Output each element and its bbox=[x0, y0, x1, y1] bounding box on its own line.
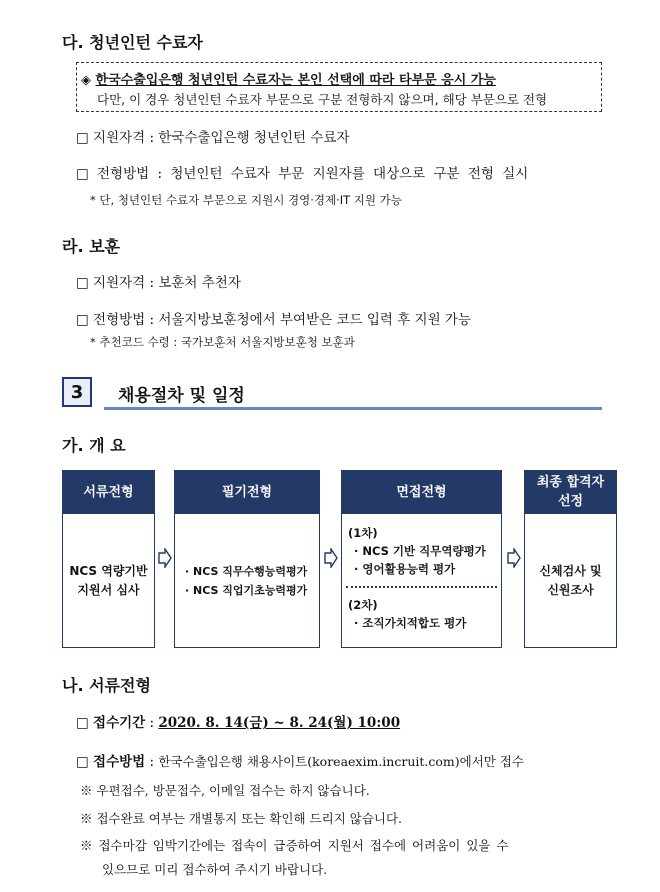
flow-step-written-head: 필기전형 bbox=[174, 470, 320, 514]
round-label: (1차) bbox=[348, 526, 378, 540]
flow-step-document-head: 서류전형 bbox=[62, 470, 155, 514]
veteran-method: □ 전형방법 : 서울지방보훈청에서 부여받은 코드 입력 후 지원 가능 bbox=[76, 312, 471, 328]
arrow-right-icon bbox=[158, 548, 172, 568]
intern-qualification: □ 지원자격 : 한국수출입은행 청년인턴 수료자 bbox=[76, 130, 350, 146]
flow-head-text: 선정 bbox=[557, 494, 584, 509]
period-value: 2020. 8. 14(금) ~ 8. 24(월) 10:00 bbox=[158, 715, 401, 731]
flow-text: 신체검사 및 bbox=[539, 563, 602, 578]
screening-note: ※ 접수완료 여부는 개별통지 또는 확인해 드리지 않습니다. bbox=[80, 811, 403, 826]
flow-step-interview-head: 면접전형 bbox=[341, 470, 502, 514]
arrow-right-icon bbox=[507, 548, 521, 568]
flow-step-final-head bbox=[524, 470, 617, 514]
section-title-veteran: 라. 보훈 bbox=[62, 237, 121, 256]
round-divider bbox=[346, 586, 497, 588]
flow-text: 신원조사 bbox=[547, 582, 594, 597]
screening-note-continued: 있으므로 미리 접수하여 주시기 바랍니다. bbox=[102, 862, 328, 877]
flow-text: · NCS 직무수행능력평가 bbox=[185, 564, 308, 578]
arrow-right-icon bbox=[324, 548, 338, 568]
interview-round-1 bbox=[348, 524, 486, 578]
method-label: 접수방법 bbox=[93, 754, 146, 770]
application-method: □ 접수방법 : 한국수출입은행 채용사이트(koreaexim.incruit.com)에서만 접수 bbox=[76, 754, 524, 770]
intern-note: * 단, 청년인턴 수료자 부문으로 지원시 경영·경제·IT 지원 가능 bbox=[90, 193, 402, 207]
flow-step-written bbox=[174, 470, 320, 648]
screening-note: ※ 우편접수, 방문접수, 이메일 접수는 하지 않습니다. bbox=[80, 783, 370, 798]
section-title-document-screening: 나. 서류전형 bbox=[62, 676, 151, 695]
flow-step-document bbox=[62, 470, 155, 648]
flow-text: 지원서 심사 bbox=[77, 582, 140, 597]
diamond-bullet-icon: ◈ bbox=[81, 73, 91, 88]
section-title-intern: 다. 청년인턴 수료자 bbox=[62, 33, 203, 52]
flow-step-document-body bbox=[62, 514, 155, 648]
notice-box bbox=[76, 62, 602, 112]
flow-text: NCS 역량기반 bbox=[69, 563, 148, 578]
veteran-qualification: □ 지원자격 : 보훈처 추천자 bbox=[76, 275, 241, 291]
flow-text: · 영어활용능력 평가 bbox=[354, 562, 456, 576]
flow-text: · NCS 기반 직무역량평가 bbox=[354, 544, 486, 558]
flow-step-written-body bbox=[174, 514, 320, 648]
flow-head-text: 최종 합격자 bbox=[536, 475, 605, 490]
flow-step-interview bbox=[341, 470, 502, 648]
notice-line-1: ◈ 한국수출입은행 청년인턴 수료자는 본인 선택에 따라 타부문 응시 가능 bbox=[81, 73, 496, 88]
section-title-procedure: 채용절차 및 일정 bbox=[118, 386, 245, 406]
interview-round-2 bbox=[348, 596, 466, 632]
notice-line-2: 다만, 이 경우 청년인턴 수료자 부문으로 구분 전형하지 않으며, 해당 부문으로 전형 bbox=[97, 92, 548, 107]
section-number: 3 bbox=[62, 377, 92, 407]
section-rule bbox=[104, 407, 602, 410]
veteran-note: * 추천코드 수령 : 국가보훈처 서울지방보훈청 보훈과 bbox=[90, 335, 355, 349]
period-label: 접수기간 bbox=[93, 715, 146, 731]
flow-step-final-body bbox=[524, 514, 617, 648]
section-title-overview: 가. 개 요 bbox=[62, 436, 126, 455]
intern-method: □ 전형방법 : 청년인턴 수료자 부문 지원자를 대상으로 구분 전형 실시 bbox=[76, 166, 529, 182]
screening-note: ※ 접수마감 임박기간에는 접속이 급증하여 지원서 접수에 어려움이 있을 수 bbox=[80, 838, 509, 853]
method-value: 한국수출입은행 채용사이트(koreaexim.incruit.com)에서만 접수 bbox=[158, 754, 524, 769]
application-period: □ 접수기간 : 2020. 8. 14(금) ~ 8. 24(월) 10:00 bbox=[76, 715, 401, 731]
round-label: (2차) bbox=[348, 598, 378, 612]
flow-step-interview-body bbox=[341, 514, 502, 648]
flow-text: · 조직가치적합도 평가 bbox=[354, 616, 467, 630]
flow-step-final bbox=[524, 470, 617, 648]
flow-text: · NCS 직업기초능력평가 bbox=[185, 583, 308, 597]
